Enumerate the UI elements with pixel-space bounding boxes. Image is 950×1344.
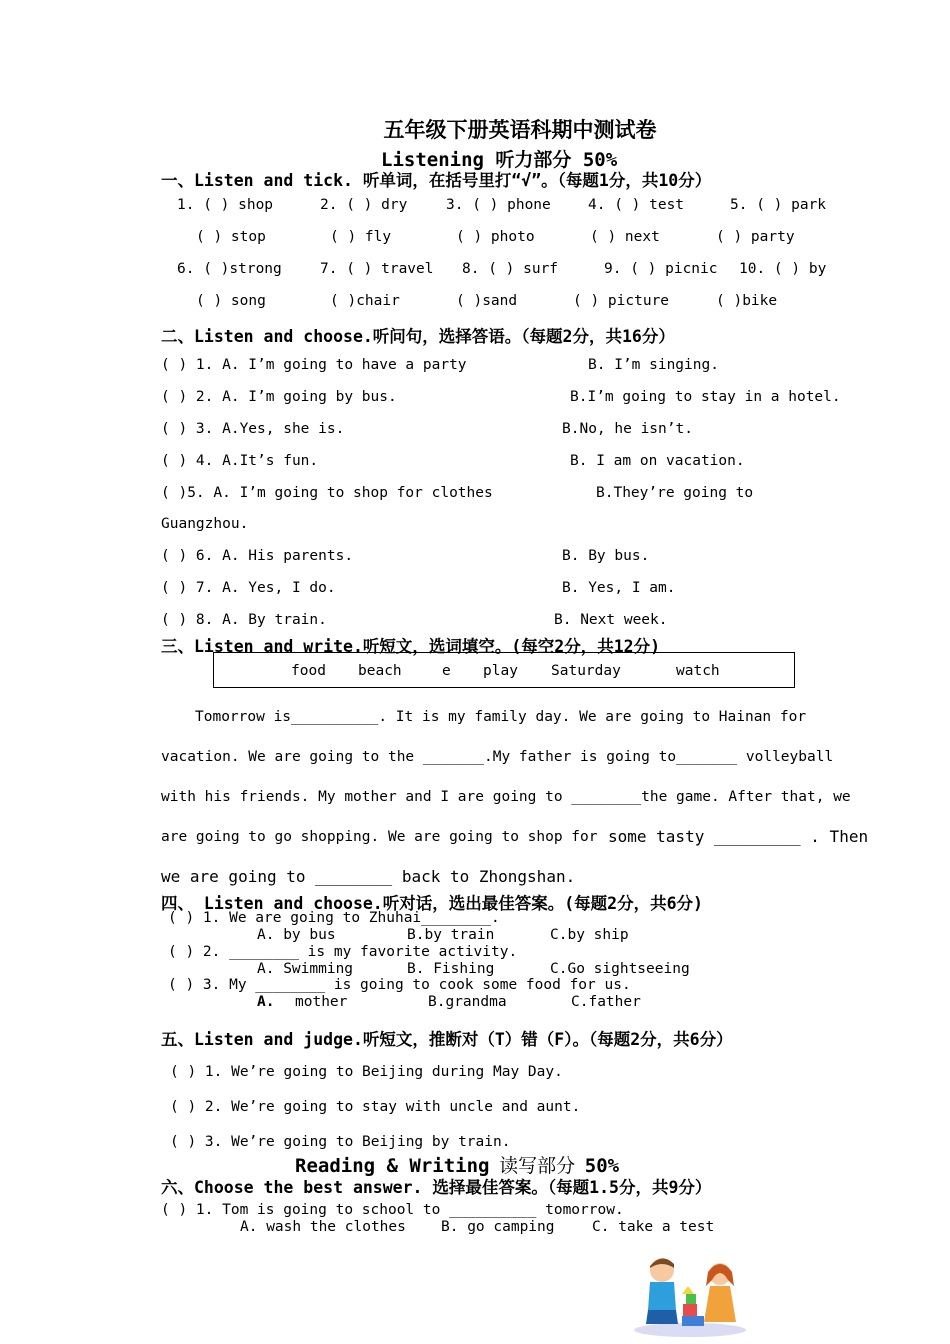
passage-line: are going to go shopping. We are going to shop for xyxy=(161,829,598,845)
answer-option: A. Swimming xyxy=(257,961,354,977)
tick-item: 3. ( ) phone xyxy=(446,197,551,213)
question-text: Guangzhou. xyxy=(161,516,249,532)
question-text: ( ) 1. A. I’m going to have a party xyxy=(161,357,467,373)
answer-option: B.No, he isn’t. xyxy=(562,421,693,437)
tick-item: ( )chair xyxy=(330,293,400,309)
answer-option: B. Next week. xyxy=(554,612,668,628)
answer-option: B.They’re going to xyxy=(596,485,754,501)
tick-item: 9. ( ) picnic xyxy=(604,261,718,277)
tick-item: 2. ( ) dry xyxy=(320,197,408,213)
passage-line-tail: some tasty _________ . Then xyxy=(608,827,869,846)
tick-item: ( ) picture xyxy=(573,293,670,309)
section-5-title: 五、Listen and judge.听短文，推断对（T）错（F）。（每题2分，共6分） xyxy=(161,1030,733,1049)
answer-option: C. take a test xyxy=(592,1219,715,1235)
word-bank-item: e xyxy=(442,663,451,679)
section-4-title: 四、 Listen and choose.听对话，选出最佳答案。(每题2分，共6分) xyxy=(161,894,703,913)
word-bank-item: play xyxy=(483,663,518,679)
question-text: ( ) 1. Tom is going to school to __________ tomorrow. xyxy=(161,1202,624,1218)
question-text: ( ) 3. My ________ is going to cook some food for us. xyxy=(168,977,631,993)
page-title: 五年级下册英语科期中测试卷 xyxy=(383,117,657,142)
question-text: ( ) 4. A.It’s fun. xyxy=(161,453,319,469)
children-playing-blocks-illustration xyxy=(628,1252,748,1338)
section-6-title: 六、Choose the best answer. 选择最佳答案。（每题1.5分，共9分） xyxy=(161,1178,712,1197)
word-bank-item: watch xyxy=(676,663,720,679)
answer-option: A. by bus xyxy=(257,927,336,943)
question-text: ( ) 1. We are going to Zhuhai________. xyxy=(168,910,500,926)
passage-line: we are going to ________ back to Zhongshan. xyxy=(161,867,576,886)
answer-option: B.I’m going to stay in a hotel. xyxy=(570,389,841,405)
tick-item: 5. ( ) park xyxy=(730,197,827,213)
section-2-title: 二、Listen and choose.听问句，选择答语。（每题2分，共16分） xyxy=(161,327,675,346)
word-bank-item: beach xyxy=(358,663,402,679)
tick-item: 7. ( ) travel xyxy=(320,261,434,277)
tick-item: ( )bike xyxy=(716,293,778,309)
tick-item: ( )sand xyxy=(456,293,518,309)
word-bank-item: Saturday xyxy=(551,663,621,679)
question-text: ( ) 6. A. His parents. xyxy=(161,548,354,564)
tick-item: 6. ( )strong xyxy=(177,261,282,277)
answer-option: C.Go sightseeing xyxy=(550,961,690,977)
answer-option: C.by ship xyxy=(550,927,629,943)
answer-option: B. Yes, I am. xyxy=(562,580,676,596)
passage-line: vacation. We are going to the _______.My father is going to_______ volleyball xyxy=(161,749,834,765)
rw-header-en: Reading & Writing xyxy=(295,1155,490,1177)
tick-item: ( ) stop xyxy=(196,229,266,245)
tick-item: 10. ( ) by xyxy=(739,261,827,277)
answer-option: B.by train xyxy=(407,927,495,943)
word-bank xyxy=(213,652,795,688)
answer-option: B. I am on vacation. xyxy=(570,453,745,469)
tick-item: ( ) party xyxy=(716,229,795,245)
tick-item: ( ) fly xyxy=(330,229,392,245)
rw-header-cn: 读写部分 xyxy=(499,1155,576,1177)
question-text: ( ) 2. A. I’m going by bus. xyxy=(161,389,397,405)
answer-option: B. Fishing xyxy=(407,961,495,977)
passage-line: Tomorrow is__________. It is my family day. We are going to Hainan for xyxy=(195,709,807,725)
tick-item: 4. ( ) test xyxy=(588,197,685,213)
rw-header-pct: 50% xyxy=(584,1155,620,1177)
answer-option: C.father xyxy=(571,994,641,1010)
answer-option: mother xyxy=(295,994,348,1010)
answer-option: A. wash the clothes xyxy=(240,1219,406,1235)
question-text: ( ) 2. ________ is my favorite activity. xyxy=(168,944,518,960)
tick-item: ( ) photo xyxy=(456,229,535,245)
answer-option: B.grandma xyxy=(428,994,507,1010)
question-text: ( ) 8. A. By train. xyxy=(161,612,327,628)
answer-option: A. xyxy=(257,994,275,1010)
passage-line: with his friends. My mother and I are going to ________the game. After that, we xyxy=(161,789,851,805)
answer-option: B. By bus. xyxy=(562,548,650,564)
judge-item: ( ) 1. We’re going to Beijing during May Day. xyxy=(170,1064,563,1080)
judge-item: ( ) 3. We’re going to Beijing by train. xyxy=(170,1134,511,1150)
listening-header: Listening 听力部分 50% xyxy=(381,149,618,171)
section-1-title: 一、Listen and tick. 听单词，在括号里打“√”。（每题1分，共10分） xyxy=(161,171,712,190)
tick-item: 8. ( ) surf xyxy=(462,261,559,277)
question-text: ( )5. A. I’m going to shop for clothes xyxy=(161,485,493,501)
answer-option: B. go camping xyxy=(441,1219,555,1235)
question-text: ( ) 3. A.Yes, she is. xyxy=(161,421,345,437)
question-text: ( ) 7. A. Yes, I do. xyxy=(161,580,336,596)
judge-item: ( ) 2. We’re going to stay with uncle and aunt. xyxy=(170,1099,581,1115)
tick-item: 1. ( ) shop xyxy=(177,197,274,213)
tick-item: ( ) next xyxy=(590,229,660,245)
word-bank-item: food xyxy=(291,663,326,679)
section-3-title: 三、Listen and write.听短文，选词填空。(每空2分，共12分) xyxy=(161,637,661,656)
tick-item: ( ) song xyxy=(196,293,266,309)
answer-option: B. I’m singing. xyxy=(588,357,719,373)
